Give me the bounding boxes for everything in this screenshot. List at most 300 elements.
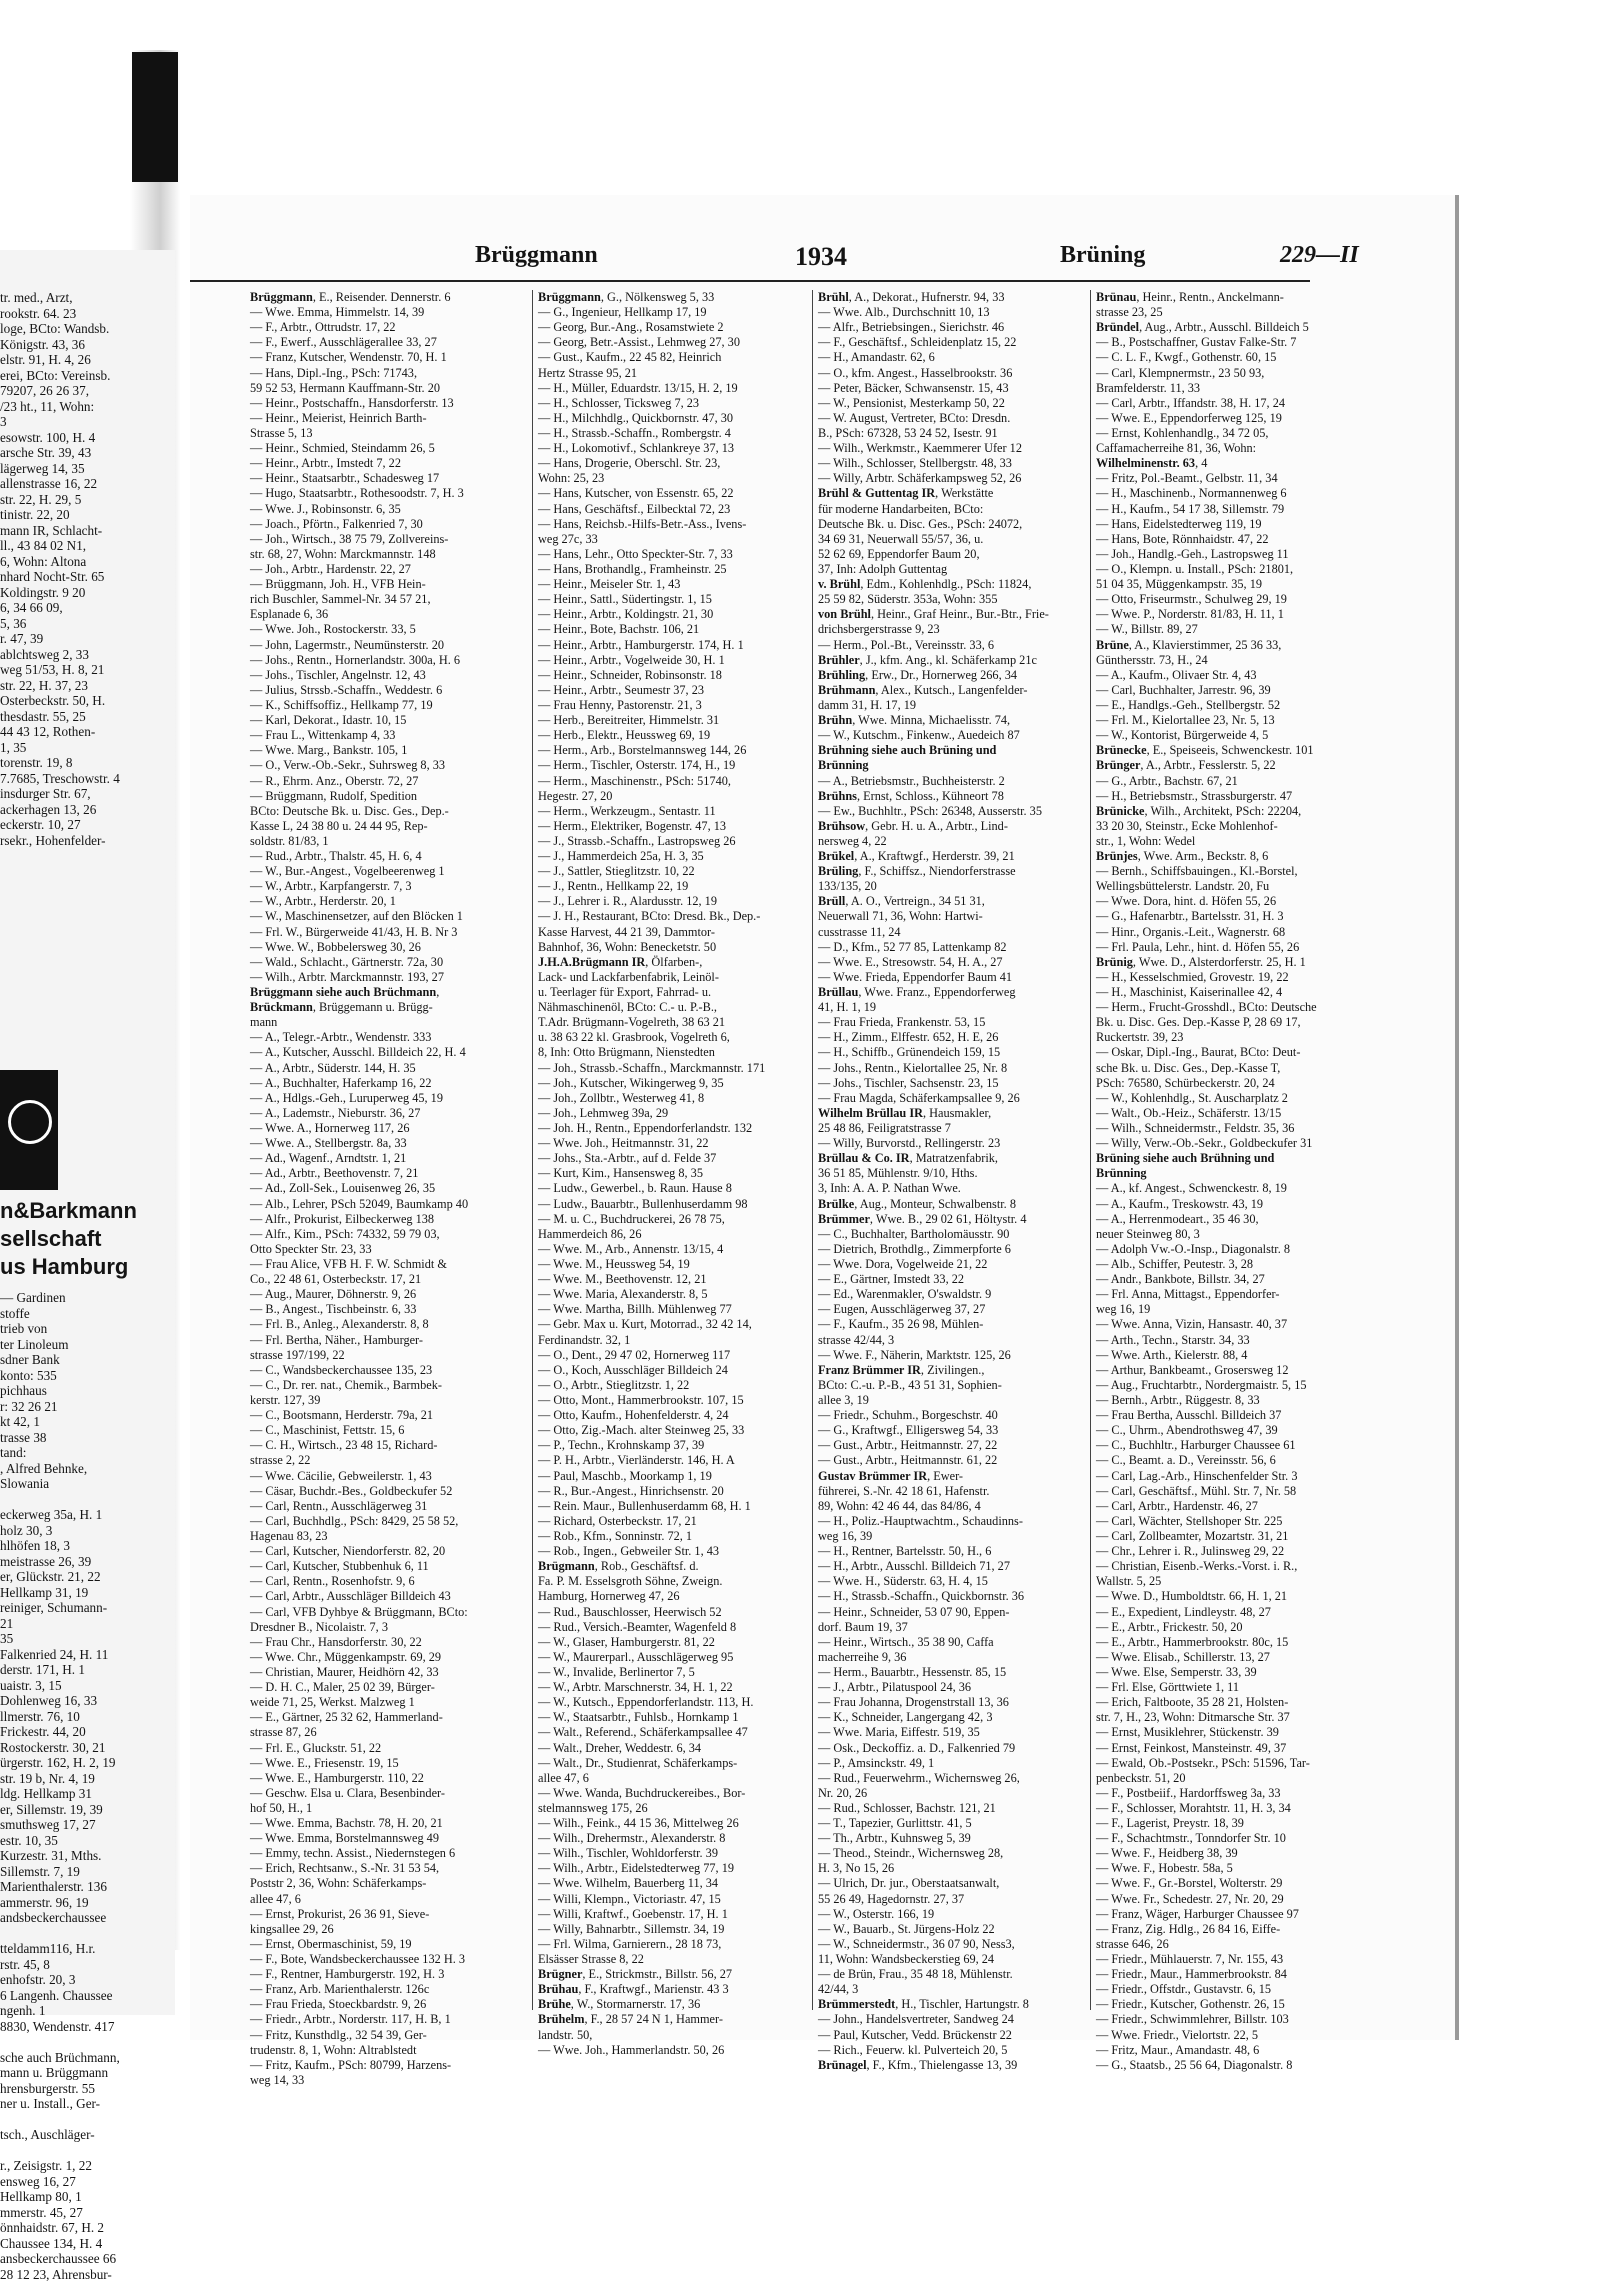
directory-entry-line: — Carl, Rentn., Rosenhofstr. 9, 6 xyxy=(250,1574,528,1589)
directory-entry-line: — Ernst, Kohlenhandlg., 34 72 05, xyxy=(1096,426,1374,441)
directory-entry-line: 37, Inh: Adolph Guttentag xyxy=(818,562,1096,577)
directory-entry-line: — J., Lehrer i. R., Alardusstr. 12, 19 xyxy=(538,894,816,909)
directory-entry-line: kingsallee 29, 26 xyxy=(250,1922,528,1937)
directory-entry-line: Fa. P. M. Esselsgroth Söhne, Zweign. xyxy=(538,1574,816,1589)
directory-entry-line: — H., Rentner, Bartelsstr. 50, H., 6 xyxy=(818,1544,1096,1559)
directory-entry-line: Hegestr. 27, 20 xyxy=(538,789,816,804)
directory-entry-line: — Frau Chr., Hansdorferstr. 30, 22 xyxy=(250,1635,528,1650)
directory-entry-line: Brühau, F., Kraftwgf., Marienstr. 43 3 xyxy=(538,1982,816,1997)
directory-entry-line: — Arthur, Bankbeamt., Grosersweg 12 xyxy=(1096,1363,1374,1378)
directory-entry-line: — Heinr., Schneider, Robinsonstr. 18 xyxy=(538,668,816,683)
directory-entry-line: — Georg, Betr.-Assist., Lehmweg 27, 30 xyxy=(538,335,816,350)
directory-entry-line: drichsbergerstrasse 9, 23 xyxy=(818,622,1096,637)
directory-entry-line: 3 xyxy=(0,414,175,430)
directory-entry-line: — W., Glaser, Hamburgerstr. 81, 22 xyxy=(538,1635,816,1650)
directory-entry-line: — Ad., Arbtr., Beethovenstr. 7, 21 xyxy=(250,1166,528,1181)
directory-entry-line: — Rob., Ingen., Gebweiler Str. 1, 43 xyxy=(538,1544,816,1559)
directory-entry-line: — Heinr., Meierist, Heinrich Barth- xyxy=(250,411,528,426)
directory-entry-line: — Hans, Brothandlg., Framheinstr. 25 xyxy=(538,562,816,577)
directory-entry-line: — H., Müller, Eduardstr. 13/15, H. 2, 19 xyxy=(538,381,816,396)
directory-entry-line: — Wwe. Dora, hint. d. Höfen 55, 26 xyxy=(1096,894,1374,909)
directory-entry-line: — Hans, Reichsb.-Hilfs-Betr.-Ass., Ivens- xyxy=(538,517,816,532)
directory-entry-line: — G., Hafenarbtr., Bartelsstr. 31, H. 3 xyxy=(1096,909,1374,924)
directory-entry-line: — Gust., Arbtr., Heitmannstr. 27, 22 xyxy=(818,1438,1096,1453)
directory-entry-line: — F., Bote, Wandsbeckerchaussee 132 H. 3 xyxy=(250,1952,528,1967)
directory-entry-line: — Heinr., Meiseler Str. 1, 43 xyxy=(538,577,816,592)
directory-entry-line: — Arth., Techn., Starstr. 34, 33 xyxy=(1096,1333,1374,1348)
directory-entry-line: — E., Arbtr., Frickestr. 50, 20 xyxy=(1096,1620,1374,1635)
directory-entry-line: Brünger, A., Arbtr., Fesslerstr. 5, 22 xyxy=(1096,758,1374,773)
directory-entry-line: — H., Amandastr. 62, 6 xyxy=(818,350,1096,365)
directory-entry-line: — Frl. Anna, Mittagst., Eppendorfer- xyxy=(1096,1287,1374,1302)
directory-entry-line: tsch., Auschläger- xyxy=(0,2127,175,2143)
directory-entry-line: — B., Angest., Tischbeinstr. 6, 33 xyxy=(250,1302,528,1317)
directory-entry-line: — Peter, Bäcker, Schwansenstr. 15, 43 xyxy=(818,381,1096,396)
directory-entry-line: — Frau Bertha, Ausschl. Billdeich 37 xyxy=(1096,1408,1374,1423)
directory-entry-line: — Rob., Kfm., Sonninstr. 72, 1 xyxy=(538,1529,816,1544)
directory-entry-line: — H., Strassb.-Schaffn., Rombergstr. 4 xyxy=(538,426,816,441)
directory-entry-line: Brünagel, F., Kfm., Thielengasse 13, 39 xyxy=(818,2058,1096,2073)
directory-entry-line: — Johs., Rentn., Kielortallee 25, Nr. 8 xyxy=(818,1061,1096,1076)
directory-entry-line: — Otto, Zig.-Mach. alter Steinweg 25, 33 xyxy=(538,1423,816,1438)
directory-column-2 xyxy=(538,290,816,2058)
directory-entry-line: ngenh. 1 xyxy=(0,2003,175,2019)
directory-entry-line: — F., Kaufm., 35 26 98, Mühlen- xyxy=(818,1317,1096,1332)
directory-entry-line: — H., Maschinenb., Normannenweg 6 xyxy=(1096,486,1374,501)
directory-entry-line: Hagenau 83, 23 xyxy=(250,1529,528,1544)
directory-entry-line: — Wwe. F., Näherin, Marktstr. 125, 26 xyxy=(818,1348,1096,1363)
directory-entry-line: PSch: 76580, Schürbeckerstr. 20, 24 xyxy=(1096,1076,1374,1091)
directory-entry-line: — J., Strassb.-Schaffn., Lastropsweg 26 xyxy=(538,834,816,849)
directory-entry-line: Strasse 5, 13 xyxy=(250,426,528,441)
directory-entry-line: Brühl, A., Dekorat., Hufnerstr. 94, 33 xyxy=(818,290,1096,305)
directory-entry-line: — Alfr., Kim., PSch: 74332, 59 79 03, xyxy=(250,1227,528,1242)
directory-entry-line: — Heinr., Arbtr., Seumestr 37, 23 xyxy=(538,683,816,698)
directory-entry-line: — Herb., Elektr., Heussweg 69, 19 xyxy=(538,728,816,743)
directory-entry-line: — P. H., Arbtr., Vierländerstr. 146, H. A xyxy=(538,1453,816,1468)
directory-entry-line: — Otto, Friseurmstr., Schulweg 29, 19 xyxy=(1096,592,1374,607)
directory-entry-line: — W., Maurerparl., Ausschlägerweg 95 xyxy=(538,1650,816,1665)
directory-entry-line: eckerweg 35a, H. 1 xyxy=(0,1507,175,1523)
directory-entry-line: — C., Beamt. a. D., Vereinsstr. 56, 6 xyxy=(1096,1453,1374,1468)
directory-entry-line: Dresdner B., Nicolaistr. 7, 3 xyxy=(250,1620,528,1635)
directory-entry-line: für moderne Handarbeiten, BCto: xyxy=(818,502,1096,517)
directory-entry-line: Brükel, A., Kraftwgf., Herderstr. 39, 21 xyxy=(818,849,1096,864)
directory-entry-line: lägerweg 14, 35 xyxy=(0,461,175,477)
directory-entry-line: — Rud., Versich.-Beamter, Wagenfeld 8 xyxy=(538,1620,816,1635)
directory-entry-line: torenstr. 19, 8 xyxy=(0,755,175,771)
directory-entry-line: — Wwe. W., Bobbelersweg 30, 26 xyxy=(250,940,528,955)
directory-entry-line: 1, 35 xyxy=(0,740,175,756)
directory-entry-line: — Cäsar, Buchdr.-Bes., Goldbeckufer 52 xyxy=(250,1484,528,1499)
directory-entry-line: — F., Ewerf., Ausschlägerallee 33, 27 xyxy=(250,335,528,350)
directory-entry-line: Günthersstr. 73, H., 24 xyxy=(1096,653,1374,668)
directory-entry-line: — F., Schachtmstr., Tonndorfer Str. 10 xyxy=(1096,1831,1374,1846)
directory-entry-line: — Wwe. Fr., Schedestr. 27, Nr. 20, 29 xyxy=(1096,1892,1374,1907)
directory-entry-line: — Heinr., Staatsarbtr., Schadesweg 17 xyxy=(250,471,528,486)
directory-entry-line: — O., Klempn. u. Install., PSch: 21801, xyxy=(1096,562,1374,577)
directory-entry-line: — Frau Magda, Schäferkampsallee 9, 26 xyxy=(818,1091,1096,1106)
directory-entry-line: — Ludw., Bauarbtr., Bullenhuserdamm 98 xyxy=(538,1197,816,1212)
directory-entry-line: 11, Wohn: Wandsbeckerstieg 69, 24 xyxy=(818,1952,1096,1967)
directory-entry-line: soldstr. 81/83, 1 xyxy=(250,834,528,849)
header-last-entry: Brüning xyxy=(1060,242,1145,269)
directory-entry-line: — Herm., Frucht-Grosshdl., BCto: Deutsche xyxy=(1096,1000,1374,1015)
directory-entry-line: landstr. 50, xyxy=(538,2028,816,2043)
directory-entry-line: — Fritz, Kaufm., PSch: 80799, Harzens- xyxy=(250,2058,528,2073)
directory-entry-line: — K., Schiffsoffiz., Hellkamp 77, 19 xyxy=(250,698,528,713)
directory-entry-line: — Herm., Bauarbtr., Hessenstr. 85, 15 xyxy=(818,1665,1096,1680)
directory-entry-line: — Heinr., Postschaffn., Hansdorferstr. 13 xyxy=(250,396,528,411)
directory-entry-line: macherreihe 9, 36 xyxy=(818,1650,1096,1665)
directory-entry-line: — Alb., Schiffer, Peutestr. 3, 28 xyxy=(1096,1257,1374,1272)
directory-entry-line: 6, 34 66 09, xyxy=(0,600,175,616)
directory-entry-line: stoffe xyxy=(0,1306,175,1322)
directory-entry-line: — Hans, Geschäftsf., Eilbecktal 72, 23 xyxy=(538,502,816,517)
directory-entry-line: mann u. Brüggmann xyxy=(0,2065,175,2081)
advertisement-line-2: sellschaft xyxy=(0,1226,102,1252)
directory-entry-line: kt 42, 1 xyxy=(0,1414,175,1430)
directory-entry-line: — Frau Henny, Pastorenstr. 21, 3 xyxy=(538,698,816,713)
directory-entry-line: — C., Bootsmann, Herderstr. 79a, 21 xyxy=(250,1408,528,1423)
directory-entry-line: — Wilh., Feink., 44 15 36, Mittelweg 26 xyxy=(538,1816,816,1831)
directory-entry-line: — A., Hdlgs.-Geh., Luruperweg 45, 19 xyxy=(250,1091,528,1106)
directory-entry-line: — Heinr., Schneider, 53 07 90, Eppen- xyxy=(818,1605,1096,1620)
directory-entry-line: — H., Arbtr., Ausschl. Billdeich 71, 27 xyxy=(818,1559,1096,1574)
directory-entry-line: Ruckertstr. 39, 23 xyxy=(1096,1030,1374,1045)
directory-entry-line xyxy=(0,2143,175,2159)
directory-entry-line: Brühmann, Alex., Kutsch., Langenfelder- xyxy=(818,683,1096,698)
directory-entry-line: u. Teerlager für Export, Fahrrad- u. xyxy=(538,985,816,1000)
directory-entry-line: — Joh., Lehmweg 39a, 29 xyxy=(538,1106,816,1121)
directory-entry-line: — Herm., Werkzeugm., Sentastr. 11 xyxy=(538,804,816,819)
directory-entry-line: — Carl, Zollbeamter, Mozartstr. 31, 21 xyxy=(1096,1529,1374,1544)
header-year: 1934 xyxy=(795,242,847,272)
directory-entry-line: — Wwe. J., Robinsonstr. 6, 35 xyxy=(250,502,528,517)
directory-entry-line: Marienthalerstr. 136 xyxy=(0,1879,175,1895)
directory-entry-line: — W., Kontorist, Bürgerweide 4, 5 xyxy=(1096,728,1374,743)
directory-entry-line: — Brüggmann, Rudolf, Spedition xyxy=(250,789,528,804)
directory-entry-line: — Friedr., Arbtr., Norderstr. 117, H. B, 1 xyxy=(250,2012,528,2027)
directory-entry-line: führerei, S.-Nr. 42 18 61, Hafenstr. xyxy=(818,1484,1096,1499)
directory-entry-line: Brüllau, Wwe. Franz., Eppendorferweg xyxy=(818,985,1096,1000)
directory-entry-line: — A., Telegr.-Arbtr., Wendenstr. 333 xyxy=(250,1030,528,1045)
directory-entry-line: — Wwe. M., Heussweg 54, 19 xyxy=(538,1257,816,1272)
directory-entry-line: — Wwe. H., Süderstr. 63, H. 4, 15 xyxy=(818,1574,1096,1589)
directory-entry-line: cusstrasse 11, 24 xyxy=(818,925,1096,940)
directory-entry-line: 6 Langenh. Chaussee xyxy=(0,1988,175,2004)
directory-entry-line: — Rud., Arbtr., Thalstr. 45, H. 6, 4 xyxy=(250,849,528,864)
column-divider xyxy=(532,290,533,2010)
directory-entry-line: Kurzestr. 31, Mths. xyxy=(0,1848,175,1864)
directory-entry-line: Brückmann, Brüggemann u. Brügg- xyxy=(250,1000,528,1015)
directory-entry-line: — Carl, Rentn., Ausschlägerweg 31 xyxy=(250,1499,528,1514)
directory-entry-line: r., Zeisigstr. 1, 22 xyxy=(0,2158,175,2174)
directory-entry-line: — A., Kaufm., Treskowstr. 43, 19 xyxy=(1096,1197,1374,1212)
directory-entry-line: Ferdinandstr. 32, 1 xyxy=(538,1333,816,1348)
directory-entry-line: Nähmaschinenöl, BCto: C.- u. P.-B., xyxy=(538,1000,816,1015)
directory-entry-line: Wohn: 25, 23 xyxy=(538,471,816,486)
directory-entry-line: r. 47, 39 xyxy=(0,631,175,647)
directory-entry-line: ter Linoleum xyxy=(0,1337,175,1353)
directory-entry-line: kerstr. 127, 39 xyxy=(250,1393,528,1408)
directory-entry-line: weg 27c, 33 xyxy=(538,532,816,547)
directory-entry-line: — Joh., Handlg.-Geh., Lastropsweg 11 xyxy=(1096,547,1374,562)
directory-entry-line: Esplanade 6, 36 xyxy=(250,607,528,622)
directory-entry-line: — Carl, Buchhalter, Jarrestr. 96, 39 xyxy=(1096,683,1374,698)
directory-entry-line: Wallstr. 5, 25 xyxy=(1096,1574,1374,1589)
directory-entry-line: trieb von xyxy=(0,1321,175,1337)
directory-entry-line: — Willi, Kraftwf., Goebenstr. 17, H. 1 xyxy=(538,1907,816,1922)
directory-entry-line: rookstr. 64. 23 xyxy=(0,306,175,322)
directory-entry-line: — Gust., Arbtr., Heitmannstr. 61, 22 xyxy=(818,1453,1096,1468)
directory-entry-line: — W., Kutsch., Eppendorferlandstr. 113, H. xyxy=(538,1695,816,1710)
directory-entry-line: meistrasse 26, 39 xyxy=(0,1554,175,1570)
directory-entry-line: — G., Kraftwgf., Elligersweg 54, 33 xyxy=(818,1423,1096,1438)
directory-entry-line: — Johs., Tischler, Angelnstr. 12, 43 xyxy=(250,668,528,683)
directory-entry-line: 8830, Wendenstr. 417 xyxy=(0,2019,175,2035)
directory-entry-line: — Carl, Geschäftsf., Mühl. Str. 7, Nr. 58 xyxy=(1096,1484,1374,1499)
directory-entry-line: — Willy, Arbtr. Schäferkampsweg 52, 26 xyxy=(818,471,1096,486)
directory-entry-line: ürgerstr. 162, H. 2, 19 xyxy=(0,1755,175,1771)
directory-entry-line: Brüning siehe auch Brühning und xyxy=(1096,1151,1374,1166)
directory-entry-line: — W., Arbtr. Marschnerstr. 34, H. 1, 22 xyxy=(538,1680,816,1695)
directory-entry-line: — Carl, Arbtr., Hardenstr. 46, 27 xyxy=(1096,1499,1374,1514)
header-page-number: 229—II xyxy=(1280,242,1359,269)
directory-entry-line: er, Glückstr. 21, 22 xyxy=(0,1569,175,1585)
directory-entry-line: Dohlenweg 16, 33 xyxy=(0,1693,175,1709)
directory-entry-line: ammerstr. 96, 19 xyxy=(0,1895,175,1911)
directory-entry-line: mann IR, Schlacht- xyxy=(0,523,175,539)
directory-entry-line: — Franz, Zig. Hdlg., 26 84 16, Eiffe- xyxy=(1096,1922,1374,1937)
directory-entry-line: Brüllau & Co. IR, Matratzenfabrik, xyxy=(818,1151,1096,1166)
directory-entry-line: önnhaidstr. 67, H. 2 xyxy=(0,2220,175,2236)
directory-entry-line: — J., Arbtr., Pilatuspool 24, 36 xyxy=(818,1680,1096,1695)
directory-entry-line: — Wwe. M., Beethovenstr. 12, 21 xyxy=(538,1272,816,1287)
directory-entry-line: — Friedr., Mühlauerstr. 7, Nr. 155, 43 xyxy=(1096,1952,1374,1967)
directory-entry-line: — Rud., Feuerwehrm., Wichernsweg 26, xyxy=(818,1771,1096,1786)
directory-entry-line: strasse 23, 25 xyxy=(1096,305,1374,320)
directory-entry-line: — W., Staatsarbtr., Fuhlsb., Hornkamp 1 xyxy=(538,1710,816,1725)
directory-entry-line: — O., Arbtr., Stieglitzstr. 1, 22 xyxy=(538,1378,816,1393)
directory-entry-line: Hellkamp 80, 1 xyxy=(0,2189,175,2205)
directory-entry-line: Wellingsbüttelerstr. Landstr. 20, Fu xyxy=(1096,879,1374,894)
directory-entry-line: — F., Schlosser, Morahtstr. 11, H. 3, 34 xyxy=(1096,1801,1374,1816)
directory-entry-line: — W., Billstr. 89, 27 xyxy=(1096,622,1374,637)
directory-entry-line: — Th., Arbtr., Kuhnsweg 5, 39 xyxy=(818,1831,1096,1846)
directory-entry-line: Hellkamp 31, 19 xyxy=(0,1585,175,1601)
directory-entry-line: Falkenried 24, H. 11 xyxy=(0,1647,175,1663)
directory-entry-line: 36 51 85, Mühlenstr. 9/10, Hths. xyxy=(818,1166,1096,1181)
directory-entry-line: — Ernst, Musiklehrer, Stückenstr. 39 xyxy=(1096,1725,1374,1740)
directory-entry-line: sche Bk. u. Disc. Ges., Dep.-Kasse T, xyxy=(1096,1061,1374,1076)
directory-entry-line: Brühsow, Gebr. H. u. A., Arbtr., Lind- xyxy=(818,819,1096,834)
binding-mark xyxy=(132,52,178,182)
directory-entry-line: — H., Poliz.-Hauptwachtm., Schaudinns- xyxy=(818,1514,1096,1529)
directory-entry-line: — F., Rentner, Hamburgerstr. 192, H. 3 xyxy=(250,1967,528,1982)
directory-entry-line: — E., Gärtner, Imstedt 33, 22 xyxy=(818,1272,1096,1287)
column-divider xyxy=(812,290,813,2010)
directory-entry-line: str. 22, H. 37, 23 xyxy=(0,678,175,694)
directory-entry-line: — Wwe. Cäcilie, Gebweilerstr. 1, 43 xyxy=(250,1469,528,1484)
directory-entry-line: Hertz Strasse 95, 21 xyxy=(538,366,816,381)
directory-entry-line: Brüggmann, G., Nölkensweg 5, 33 xyxy=(538,290,816,305)
directory-entry-line: B., PSch: 67328, 53 24 52, Isestr. 91 xyxy=(818,426,1096,441)
directory-entry-line: — G., Staatsb., 25 56 64, Diagonalstr. 8 xyxy=(1096,2058,1374,2073)
directory-entry-line: — P., Amsinckstr. 49, 1 xyxy=(818,1756,1096,1771)
directory-entry-line: Brümmerstedt, H., Tischler, Hartungstr. 8 xyxy=(818,1997,1096,2012)
directory-entry-line: — John, Lagermstr., Neumünsterstr. 20 xyxy=(250,638,528,653)
advertisement-firm-name: n&Barkmann xyxy=(0,1198,137,1224)
directory-entry-line: Brühl & Guttentag IR, Werkstätte xyxy=(818,486,1096,501)
directory-entry-line: — Frl. W., Bürgerweide 41/43, H. B. Nr 3 xyxy=(250,925,528,940)
directory-entry-line: Wilhelminenstr. 63, 4 xyxy=(1096,456,1374,471)
directory-entry-line: — Wwe. Joh., Hammerlandstr. 50, 26 xyxy=(538,2043,816,2058)
directory-entry-line: — Georg, Bur.-Ang., Rosamstwiete 2 xyxy=(538,320,816,335)
directory-entry-line: allenstrasse 16, 22 xyxy=(0,476,175,492)
directory-entry-line: — Emmy, techn. Assist., Niedernstegen 6 xyxy=(250,1846,528,1861)
directory-entry-line: Brügner, E., Strickmstr., Billstr. 56, 27 xyxy=(538,1967,816,1982)
directory-entry-line: — Heinr., Bote, Bachstr. 106, 21 xyxy=(538,622,816,637)
directory-entry-line: — Rich., Feuerw. kl. Pulverteich 20, 5 xyxy=(818,2043,1096,2058)
directory-entry-line: — Carl, Buchhdlg., PSch: 8429, 25 58 52, xyxy=(250,1514,528,1529)
directory-entry-line: — Heinr., Sattl., Südertingstr. 1, 15 xyxy=(538,592,816,607)
directory-entry-line: — Carl, Kutscher, Stubbenhuk 6, 11 xyxy=(250,1559,528,1574)
directory-entry-line: hof 50, H., 1 xyxy=(250,1801,528,1816)
directory-entry-line: Königstr. 43, 36 xyxy=(0,337,175,353)
directory-entry-line: — Wwe. Marg., Bankstr. 105, 1 xyxy=(250,743,528,758)
directory-entry-line: — Richard, Osterbeckstr. 17, 21 xyxy=(538,1514,816,1529)
directory-entry-line: — Franz, Kutscher, Wendenstr. 70, H. 1 xyxy=(250,350,528,365)
directory-entry-line: — Johs., Rentn., Hornerlandstr. 300a, H. 6 xyxy=(250,653,528,668)
advertisement-logo-icon xyxy=(0,1070,58,1190)
directory-entry-line: Rostockerstr. 30, 21 xyxy=(0,1740,175,1756)
directory-entry-line: 5, 36 xyxy=(0,616,175,632)
directory-entry-line: Brügmann, Rob., Geschäftsf. d. xyxy=(538,1559,816,1574)
directory-entry-line: — D., Kfm., 52 77 85, Lattenkamp 82 xyxy=(818,940,1096,955)
directory-entry-line: — Frau Frieda, Frankenstr. 53, 15 xyxy=(818,1015,1096,1030)
directory-entry-line: Brühler, J., kfm. Ang., kl. Schäferkamp 21c xyxy=(818,653,1096,668)
directory-entry-line: — Frl. Paula, Lehr., hint. d. Höfen 55, 26 xyxy=(1096,940,1374,955)
directory-entry-line: Brühn, Wwe. Minna, Michaelisstr. 74, xyxy=(818,713,1096,728)
directory-entry-line: — O., Koch, Ausschläger Billdeich 24 xyxy=(538,1363,816,1378)
directory-entry-line: mann xyxy=(250,1015,528,1030)
directory-entry-line: Brühling, Erw., Dr., Hornerweg 266, 34 xyxy=(818,668,1096,683)
directory-entry-line: insdurger Str. 67, xyxy=(0,786,175,802)
directory-entry-line: — Friedr., Schuhm., Borgeschstr. 40 xyxy=(818,1408,1096,1423)
directory-entry-line: 8, Inh: Otto Brügmann, Nienstedten xyxy=(538,1045,816,1060)
directory-column-4 xyxy=(1096,290,1374,2073)
directory-entry-line: — Osk., Deckoffiz. a. D., Falkenried 79 xyxy=(818,1741,1096,1756)
directory-entry-line: 28 12 23, Ahrensbur- xyxy=(0,2267,175,2282)
directory-entry-line: — G., Arbtr., Bachstr. 67, 21 xyxy=(1096,774,1374,789)
directory-entry-line: BCto: Deutsche Bk. u. Disc. Ges., Dep.- xyxy=(250,804,528,819)
directory-entry-line: — Paul, Kutscher, Vedd. Brückenstr 22 xyxy=(818,2028,1096,2043)
directory-entry-line: — W., Schneidermstr., 36 07 90, Ness3, xyxy=(818,1937,1096,1952)
directory-entry-line: — Heinr., Arbtr., Koldingstr. 21, 30 xyxy=(538,607,816,622)
directory-entry-line: hlhöfen 18, 3 xyxy=(0,1538,175,1554)
directory-entry-line: — Frl. Bertha, Näher., Hamburger- xyxy=(250,1333,528,1348)
directory-entry-line: — F., Lagerist, Preystr. 18, 39 xyxy=(1096,1816,1374,1831)
directory-entry-line xyxy=(0,2034,175,2050)
directory-entry-line: sche auch Brüchmann, xyxy=(0,2050,175,2066)
directory-entry-line: J.H.A.Brügmann IR, Ölfarben-, xyxy=(538,955,816,970)
directory-entry-line: — E., Handlgs.-Geh., Stellbergstr. 52 xyxy=(1096,698,1374,713)
directory-entry-line: ansbeckerchaussee 66 xyxy=(0,2251,175,2267)
directory-entry-line: — Kurt, Kim., Hansensweg 8, 35 xyxy=(538,1166,816,1181)
directory-entry-line: Wilhelm Brüllau IR, Hausmakler, xyxy=(818,1106,1096,1121)
directory-entry-line: — A., Arbtr., Süderstr. 144, H. 35 xyxy=(250,1061,528,1076)
directory-entry-line: — Wilh., Arbtr., Eidelstedterweg 77, 19 xyxy=(538,1861,816,1876)
directory-entry-line: — Hans, Lehr., Otto Speckter-Str. 7, 33 xyxy=(538,547,816,562)
directory-entry-line: 7.7685, Treschowstr. 4 xyxy=(0,771,175,787)
directory-entry-line: — Karl, Dekorat., Idastr. 10, 15 xyxy=(250,713,528,728)
directory-entry-line: — R., Ehrm. Anz., Oberstr. 72, 27 xyxy=(250,774,528,789)
directory-entry-line: — Alfr., Betriebsingen., Sierichstr. 46 xyxy=(818,320,1096,335)
directory-entry-line: — Hans, Dipl.-Ing., PSch: 71743, xyxy=(250,366,528,381)
directory-entry-line: — M. u. C., Buchdruckerei, 26 78 75, xyxy=(538,1212,816,1227)
directory-entry-line: — Hans, Kutscher, von Essenstr. 65, 22 xyxy=(538,486,816,501)
directory-entry-line: — Wwe. F., Hobestr. 58a, 5 xyxy=(1096,1861,1374,1876)
directory-entry-line xyxy=(0,1926,175,1942)
directory-entry-line: reiniger, Schumann- xyxy=(0,1600,175,1616)
directory-entry-line: 41, H. 1, 19 xyxy=(818,1000,1096,1015)
directory-entry-line: — Frau L., Wittenkamp 4, 33 xyxy=(250,728,528,743)
directory-entry-line: Co., 22 48 61, Osterbeckstr. 17, 21 xyxy=(250,1272,528,1287)
directory-entry-line: — Otto, Kaufm., Hohenfelderstr. 4, 24 xyxy=(538,1408,816,1423)
directory-entry-line: Brünning xyxy=(1096,1166,1374,1181)
directory-entry-line: — Wwe. Emma, Borstelmannsweg 49 xyxy=(250,1831,528,1846)
directory-entry-line: — Geschw. Elsa u. Clara, Besenbinder- xyxy=(250,1786,528,1801)
directory-entry-line: — Wwe. Alb., Durchschnitt 10, 13 xyxy=(818,305,1096,320)
directory-entry-line: derstr. 171, H. 1 xyxy=(0,1662,175,1678)
directory-entry-line: — Heinr., Arbtr., Vogelweide 30, H. 1 xyxy=(538,653,816,668)
directory-entry-line: — Herm., Pol.-Bt., Vereinsstr. 33, 6 xyxy=(818,638,1096,653)
directory-entry-line: 6, Wohn: Altona xyxy=(0,554,175,570)
directory-entry-line: — E., Expedient, Lindleystr. 48, 27 xyxy=(1096,1605,1374,1620)
directory-entry-line: — O., Dent., 29 47 02, Hornerweg 117 xyxy=(538,1348,816,1363)
directory-entry-line: — A., Kutscher, Ausschl. Billdeich 22, H. 4 xyxy=(250,1045,528,1060)
directory-entry-line: — Ewald, Ob.-Postsekr., PSch: 51596, Tar- xyxy=(1096,1756,1374,1771)
directory-column-3 xyxy=(818,290,1096,2073)
directory-entry-line: — Heinr., Arbtr., Imstedt 7, 22 xyxy=(250,456,528,471)
directory-entry-line: — Wwe. P., Norderstr. 81/83, H. 11, 1 xyxy=(1096,607,1374,622)
directory-entry-line: — H., Strassb.-Schaffn., Quickbornstr. 36 xyxy=(818,1589,1096,1604)
directory-entry-line: — Willi, Klempn., Victoriastr. 47, 15 xyxy=(538,1892,816,1907)
header-first-entry: Brüggmann xyxy=(475,242,598,269)
left-page-column-top xyxy=(0,290,175,848)
directory-entry-line: — B., Postschaffner, Gustav Falke-Str. 7 xyxy=(1096,335,1374,350)
directory-entry-line: 25 48 86, Feiligratstrasse 7 xyxy=(818,1121,1096,1136)
directory-entry-line: — Wwe. E., Friesenstr. 19, 15 xyxy=(250,1756,528,1771)
directory-entry-line: — Friedr., Kutscher, Gothenstr. 26, 15 xyxy=(1096,1997,1374,2012)
directory-entry-line: H. 3, No 15, 26 xyxy=(818,1861,1096,1876)
directory-entry-line: ll., 43 84 02 N1, xyxy=(0,538,175,554)
directory-entry-line: — O., Verw.-Ob.-Sekr., Suhrsweg 8, 33 xyxy=(250,758,528,773)
directory-entry-line: str., 1, Wohn: Wedel xyxy=(1096,834,1374,849)
directory-entry-line: — Joh., Strassb.-Schaffn., Marckmannstr. 171 xyxy=(538,1061,816,1076)
directory-entry-line: — Hans, Drogerie, Oberschl. Str. 23, xyxy=(538,456,816,471)
directory-entry-line: r: 32 26 21 xyxy=(0,1399,175,1415)
directory-entry-line: — Wald., Schlacht., Gärtnerstr. 72a, 30 xyxy=(250,955,528,970)
directory-entry-line: stelmannsweg 175, 26 xyxy=(538,1801,816,1816)
directory-entry-line: ldg. Hellkamp 31 xyxy=(0,1786,175,1802)
directory-entry-line: — Franz, Arb. Marienthalerstr. 126c xyxy=(250,1982,528,1997)
directory-entry-line: — Heinr., Wirtsch., 35 38 90, Caffa xyxy=(818,1635,1096,1650)
directory-entry-line xyxy=(0,2112,175,2128)
directory-entry-line: Koldingstr. 9 20 xyxy=(0,585,175,601)
directory-entry-line: eckerstr. 10, 27 xyxy=(0,817,175,833)
